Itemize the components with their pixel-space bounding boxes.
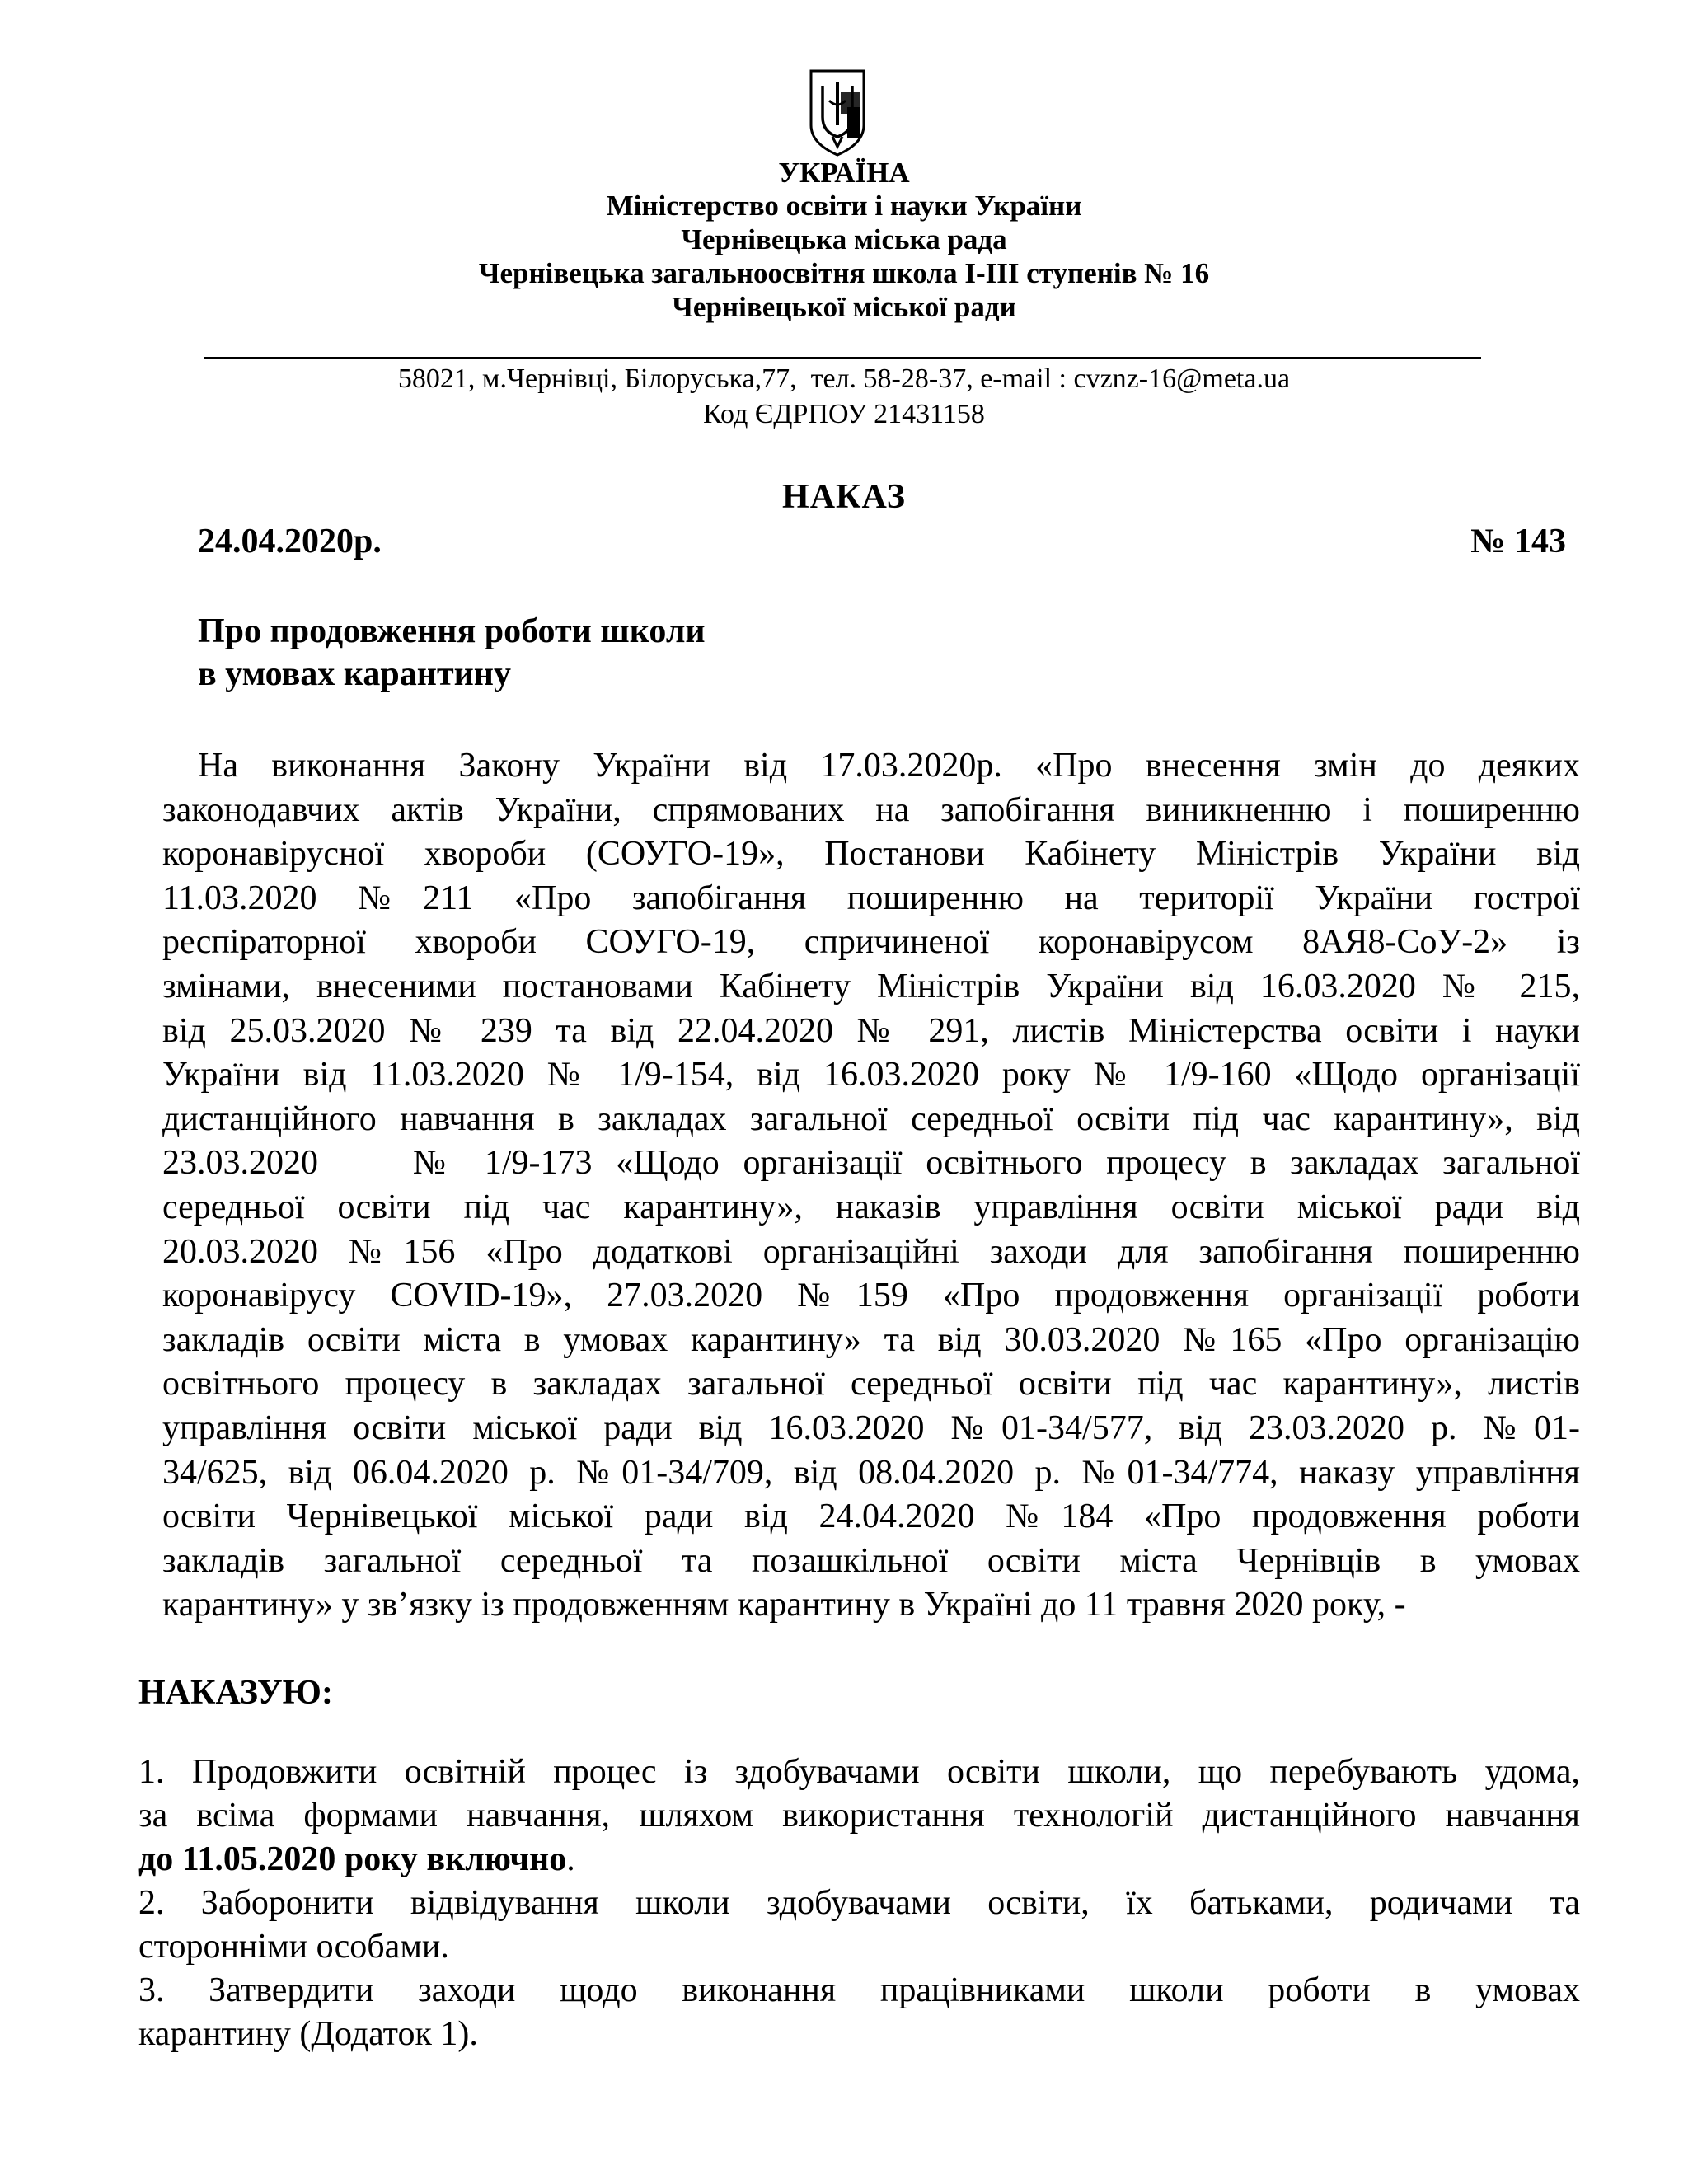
preamble-line: закладів загальної середньої та позашкільної освіти міста Чернівців в умовах [162,1541,1580,1580]
order-subject-line: Про продовження роботи школи [198,612,706,650]
preamble-line: коронавірусу COVID-19», 27.03.2020 №159 «Про продовження організації роботи [162,1277,1580,1315]
preamble-line: управління освіти міської ради від 16.03.2020 №01-34/577, від 23.03.2020 р. №01- [162,1408,1580,1447]
order-subject [198,610,706,696]
header-divider [204,357,1481,359]
preamble-paragraph [162,744,1580,1628]
preamble-line: 23.03.2020 № 1/9-173 «Щодо організації освітнього процесу в закладах загальної [162,1144,1580,1183]
item-2-line: 2. Заборонити відвідування школи здобувачами освіти, їх батьками, родичами та [138,1884,1580,1922]
item-2-line: сторонніми особами. [138,1928,449,1966]
preamble-line: На виконання Закону України від 17.03.2020р. «Про внесення змін до деяких [198,747,1580,785]
order-date: 24.04.2020р. [198,523,382,560]
preamble-line: закладів освіти міста в умовах карантину» та від 30.03.2020 №165 «Про організацію [162,1320,1580,1359]
header-country: УКРАЇНА [778,157,910,189]
preamble-line: середньої освіти під час карантину», наказів управління освіти міської ради від [162,1188,1580,1226]
item-3-line: карантину (Додаток 1). [138,2015,478,2053]
order-subject-line: в умовах карантину [198,655,511,693]
header-school-suffix: Чернівецької міської ради [672,291,1016,323]
item-1-deadline-bold: до 11.05.2020 року включно [138,1840,567,1878]
header-address: 58021, м.Чернівці, Білоруська,77, тел. 58-28-37, e-mail : cvznz-16@meta.ua [397,363,1291,394]
preamble-line: 34/625, від 06.04.2020 р. №01-34/709, від 08.04.2020 р. №01-34/774, наказу управління [162,1453,1580,1492]
header-edrpou: Код ЄДРПОУ 21431158 [703,399,985,429]
coat-of-arms-icon [808,68,867,158]
preamble-line: 11.03.2020 №211 «Про запобігання поширенню на території України гострої [162,879,1580,917]
header-council: Чернівецька міська рада [681,223,1007,255]
preamble-line: змінами, внесеними постановами Кабінету Міністрів України від 16.03.2020 № 215, [162,967,1580,1005]
preamble-line: 20.03.2020 №156 «Про додаткові організаційні заходи для запобігання поширенню [162,1232,1580,1271]
order-items [138,1750,1580,2056]
order-number: № 143 [1470,523,1566,560]
preamble-line: карантину» у зв’язку із продовженням карантину в Україні до 11 травня 2020 року, - [162,1586,1406,1624]
header-ministry: Міністерство освіти і науки України [606,190,1082,222]
preamble-line: України від 11.03.2020 № 1/9-154, від 16.03.2020 року № 1/9-160 «Щодо організації [162,1056,1580,1094]
preamble-line: дистанційного навчання в закладах загальної середньої освіти під час карантину», від [162,1099,1580,1138]
item-1-deadline [138,1838,1580,1882]
preamble-line: коронавірусної хвороби (СОУГО-19», Постанови Кабінету Міністрів України від [162,835,1580,874]
directive-heading: НАКАЗУЮ: [138,1674,333,1712]
item-3-line: 3. Затвердити заходи щодо виконання працівниками школи роботи в умовах [138,1971,1580,2009]
order-title: НАКАЗ [782,478,906,516]
preamble-line: освіти Чернівецької міської ради від 24.04.2020 №184 «Про продовження роботи [162,1497,1580,1536]
item-1-line: 1. Продовжити освітній процес із здобувачами освіти школи, що перебувають удома, [138,1753,1580,1791]
header-school: Чернівецька загальноосвітня школа І-ІІІ ступенів № 16 [478,257,1210,289]
preamble-line: освітнього процесу в закладах загальної середньої освіти під час карантину», листів [162,1365,1580,1404]
item-1-line: за всіма формами навчання, шляхом використання технологій дистанційного навчання [138,1797,1580,1835]
preamble-line: від 25.03.2020 № 239 та від 22.04.2020 № 291, листів Міністерства освіти і науки [162,1011,1580,1050]
item-1-period: . [566,1840,575,1878]
preamble-line: законодавчих актів України, спрямованих на запобігання виникненню і поширенню [162,790,1580,829]
preamble-line: респіраторної хвороби СОУГО-19, спричиненої коронавірусом 8АЯ8-СоУ-2» із [162,923,1580,962]
